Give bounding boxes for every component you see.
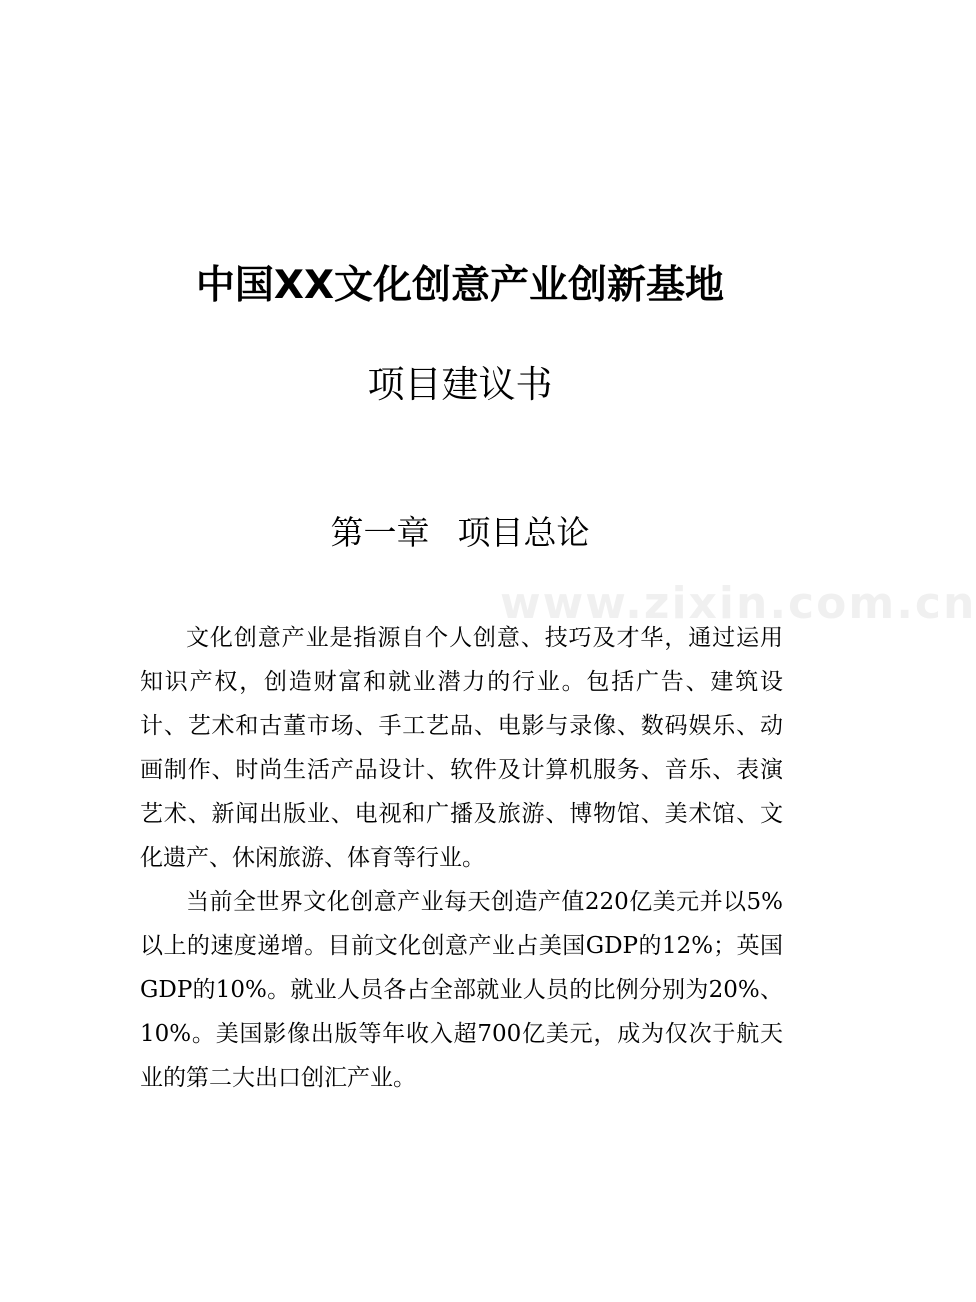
chapter-number: 第一章 (330, 513, 430, 552)
document-subtitle: 项目建议书 (367, 363, 553, 406)
paragraph: 文化创意产业是指源自个人创意、技巧及才华，通过运用知识产权，创造财富和就业潜力的行业。包括广告、建筑设计、艺术和古董市场、手工艺品、电影与录像、数码娱乐、动画制作、时尚生活产品设计、软件及计算机服务、音乐、表演艺术、新闻出版业、电视和广播及旅游、博物馆、美术馆、文化遗产、休闲旅游、体育等行业。 (140, 625, 783, 871)
document-title: 中国XX文化创意产业创新基地 (195, 263, 725, 308)
chapter-heading (0, 508, 920, 558)
paragraph: 当前全世界文化创意产业每天创造产值220亿美元并以5%以上的速度递增。目前文化创意产业占美国GDP的12%；英国GDP的10%。就业人员各占全部就业人员的比例分别为20%、10%。美国影像出版等年收入超700亿美元，成为仅次于航天业的第二大出口创汇产业。 (140, 889, 783, 1091)
watermark: www.zixin.com.cn (500, 578, 976, 629)
chapter-name: 项目总论 (457, 513, 590, 552)
body-text (140, 616, 783, 1100)
